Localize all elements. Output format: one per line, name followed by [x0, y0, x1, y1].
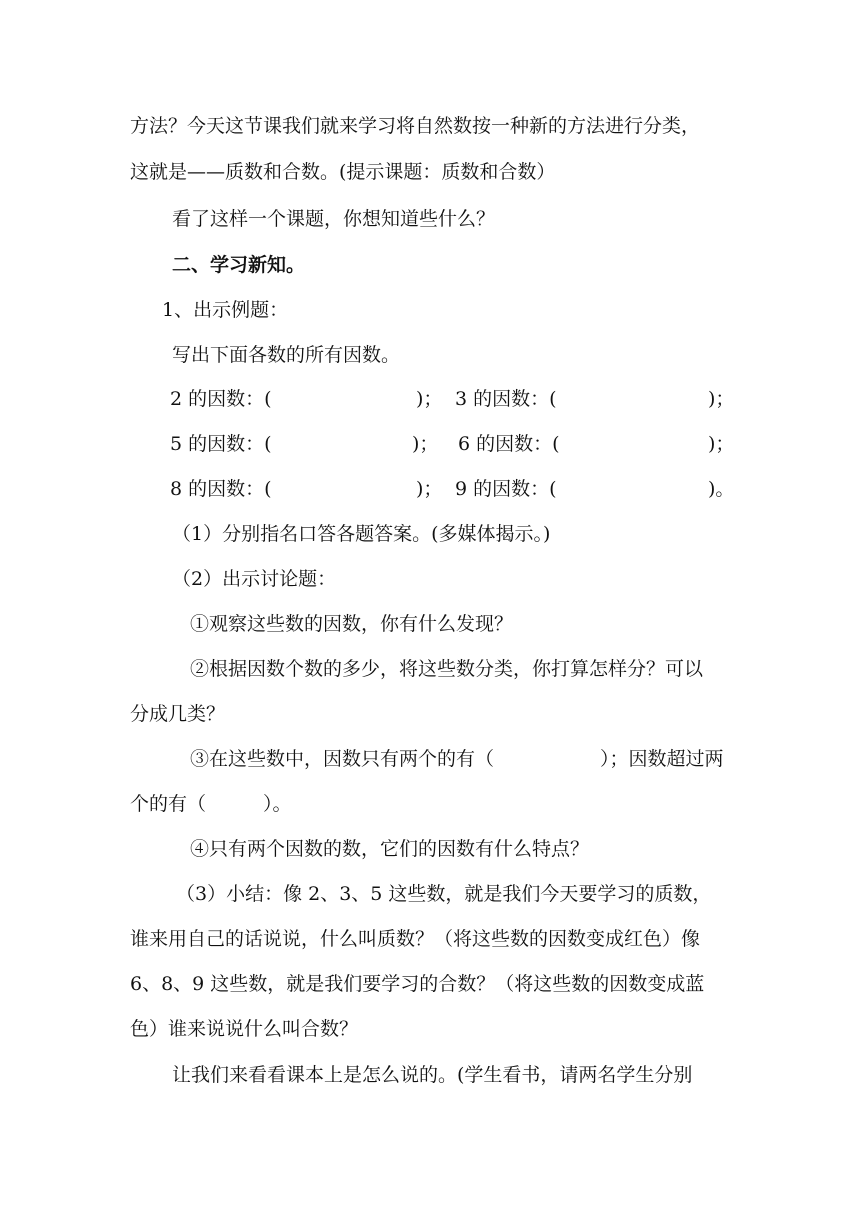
factor-close: )；: [708, 388, 735, 410]
summary-line: （3）小结：像 2、3、5 这些数，就是我们今天要学习的质数，: [176, 883, 712, 905]
list-item: 1、出示例题：: [162, 299, 289, 321]
discussion-question: 分成几类？: [130, 703, 226, 725]
discussion-question: ④只有两个因数的数，它们的因数有什么特点？: [190, 838, 590, 860]
step-line: （2）出示讨论题：: [172, 568, 337, 590]
paragraph-line: 让我们来看看课本上是怎么说的。(学生看书，请两名学生分别: [172, 1064, 693, 1086]
factor-label: 3 的因数：(: [455, 388, 557, 410]
factor-label: 8 的因数：(: [170, 478, 272, 500]
summary-line: 6、8、9 这些数，就是我们要学习的合数？（将这些数的因数变成蓝: [130, 973, 705, 995]
discussion-question: ）；因数超过两: [600, 748, 724, 770]
step-line: （1）分别指名口答各题答案。(多媒体揭示。): [172, 523, 551, 545]
paragraph-line: 这就是——质数和合数。(提示课题：质数和合数）: [130, 161, 556, 183]
factor-close: )；: [708, 433, 735, 455]
factor-label: 5 的因数：(: [170, 433, 272, 455]
factor-label: 9 的因数：(: [455, 478, 557, 500]
summary-line: 色）谁来说说什么叫合数？: [130, 1018, 359, 1040]
exercise-prompt: 写出下面各数的所有因数。: [172, 344, 401, 366]
factor-close: )；: [416, 388, 443, 410]
factor-close: )。: [708, 478, 735, 500]
discussion-question: ①观察这些数的因数，你有什么发现？: [190, 613, 514, 635]
discussion-question: ③在这些数中，因数只有两个的有（: [190, 748, 495, 770]
factor-close: )；: [416, 478, 443, 500]
factor-label: 2 的因数：(: [170, 388, 272, 410]
discussion-question: 个的有（ ）。: [130, 793, 292, 815]
factor-label: 6 的因数：(: [458, 433, 560, 455]
section-heading: 二、学习新知。: [172, 254, 306, 276]
summary-line: 谁来用自己的话说说，什么叫质数？（将这些数的因数变成红色）像: [130, 928, 701, 950]
factor-close: )；: [412, 433, 439, 455]
discussion-question: ②根据因数个数的多少，将这些数分类，你打算怎样分？可以: [190, 658, 704, 680]
paragraph-line: 方法？今天这节课我们就来学习将自然数按一种新的方法进行分类，: [130, 115, 701, 137]
paragraph-line: 看了这样一个课题，你想知道些什么？: [172, 208, 496, 230]
